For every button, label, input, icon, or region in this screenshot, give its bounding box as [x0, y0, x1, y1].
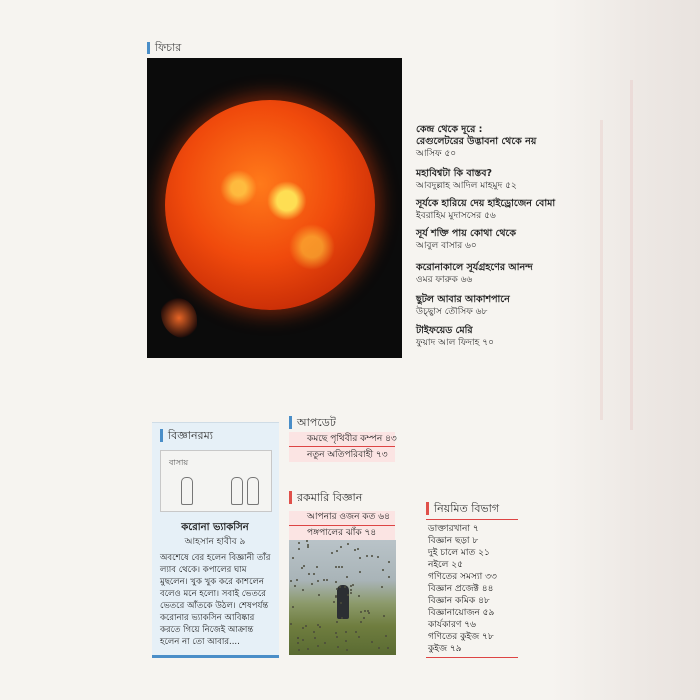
toc-title: টাইফয়েড মেরি	[416, 325, 473, 336]
regular-item[interactable]	[428, 536, 518, 547]
locust-dot	[290, 623, 292, 625]
locust-dot	[340, 602, 342, 604]
locust-dot	[359, 557, 361, 559]
cartoon-sketch	[160, 450, 272, 512]
locust-dot	[313, 631, 315, 633]
locust-dot	[359, 571, 361, 573]
locust-dot	[317, 580, 319, 582]
locust-dot	[335, 595, 337, 597]
locust-dot	[335, 566, 337, 568]
locust-dot	[307, 544, 309, 546]
regular-item-page: ৪৮	[478, 596, 490, 606]
toc-title: ছুটল আবার আকাশপানে	[416, 294, 510, 305]
toc-item[interactable]	[416, 262, 566, 286]
panel-bottom-rule	[152, 655, 279, 658]
divider	[289, 525, 395, 526]
locust-field-photo	[289, 540, 396, 655]
locust-dot	[358, 595, 360, 597]
locust-dot	[306, 540, 308, 542]
regular-item-page: ২১	[478, 548, 490, 558]
faint-print-mark	[630, 80, 633, 430]
locust-dot	[292, 606, 294, 608]
locust-dot	[366, 555, 368, 557]
toc-item[interactable]	[416, 124, 566, 160]
locust-dot	[345, 640, 347, 642]
toc-item[interactable]	[416, 168, 566, 192]
locust-dot	[381, 586, 383, 588]
locust-dot	[354, 549, 356, 551]
sun-photo	[147, 58, 402, 358]
locust-dot	[385, 635, 387, 637]
locust-dot	[368, 612, 370, 614]
toc-title: মহাবিশ্বটা কি বাস্তব?	[416, 168, 493, 179]
locust-dot	[367, 610, 369, 612]
regular-item-name: বিজ্ঞানায়োজন	[428, 608, 480, 618]
locust-dot	[302, 589, 304, 591]
regular-item[interactable]	[428, 584, 518, 595]
locust-dot	[324, 642, 326, 644]
locust-dot	[339, 586, 341, 588]
locust-dot	[364, 610, 366, 612]
regular-item-page: ২৫	[451, 560, 463, 570]
locust-dot	[341, 617, 343, 619]
regular-item-page: ৮	[472, 536, 479, 546]
locust-dot	[331, 552, 333, 554]
locust-dot	[378, 647, 380, 649]
solar-prominence	[161, 298, 197, 338]
locust-dot	[302, 627, 304, 629]
toc-author: ফুয়াদ আল ফিদাহ ৭০	[416, 338, 494, 348]
rokomari-label: রকমারি বিজ্ঞান	[289, 491, 362, 504]
regular-item[interactable]	[428, 620, 518, 631]
regular-item[interactable]	[428, 524, 518, 535]
locust-dot	[344, 586, 346, 588]
locust-dot	[333, 601, 335, 603]
locust-dot	[316, 566, 318, 568]
locust-dot	[313, 573, 315, 575]
regular-item[interactable]	[428, 596, 518, 607]
locust-dot	[340, 546, 342, 548]
locust-dot	[305, 625, 307, 627]
sketch-caption: বাসায়	[169, 458, 189, 467]
locust-dot	[355, 631, 357, 633]
regular-item[interactable]	[428, 632, 518, 643]
divider	[426, 519, 518, 520]
regular-item-page: ৭৮	[482, 632, 494, 642]
locust-dot	[387, 647, 389, 649]
update-label: আপডেট	[289, 416, 336, 429]
locust-dot	[363, 617, 365, 619]
toc-title: সূর্য শক্তি পায় কোথা থেকে	[416, 228, 516, 239]
locust-dot	[290, 580, 292, 582]
regular-item[interactable]	[428, 608, 518, 619]
locust-dot	[336, 636, 338, 638]
toc-title: সূর্যকে হারিয়ে দেয় হাইড্রোজেন বোমা	[416, 198, 556, 209]
locust-dot	[388, 576, 390, 578]
regular-item-page: ৭৬	[464, 620, 476, 630]
locust-dot	[326, 579, 328, 581]
toc-title: কেন্দ্র থেকে দূরে :	[416, 124, 483, 135]
locust-dot	[297, 642, 299, 644]
locust-dot	[350, 592, 352, 594]
locust-dot	[371, 641, 373, 643]
locust-dot	[346, 649, 348, 651]
feature-section-label: ফিচার	[147, 42, 181, 54]
faint-print-mark	[600, 120, 603, 420]
facing-page-bleed	[550, 0, 700, 700]
locust-dot	[337, 646, 339, 648]
toc-author: আবদুল্লাহ আদিল মাহমুদ ৫২	[416, 181, 517, 191]
regular-item-name: কুইজ	[428, 644, 448, 654]
locust-dot	[341, 566, 343, 568]
regular-item-name: বিজ্ঞান প্রজেক্ট	[428, 584, 479, 594]
sun-image	[165, 100, 375, 310]
locust-dot	[360, 611, 362, 613]
locust-dot	[377, 556, 379, 558]
locust-dot	[296, 579, 298, 581]
update-item[interactable]: নতুন অতিপরিবাহী ৭৩	[307, 450, 388, 460]
regular-item-page: ৭৯	[449, 644, 462, 654]
regular-item-name: গণিতের কুইজ	[428, 632, 480, 642]
locust-dot	[347, 543, 349, 545]
toc-item[interactable]	[416, 294, 566, 318]
locust-dot	[360, 621, 362, 623]
toc-author: ওমর ফারুক ৬৬	[416, 275, 473, 285]
toc-item[interactable]	[416, 228, 566, 252]
locust-dot	[319, 626, 321, 628]
locust-dot	[383, 615, 385, 617]
locust-dot	[388, 561, 390, 563]
locust-dot	[298, 548, 300, 550]
toc-item[interactable]	[416, 325, 566, 349]
regular-item[interactable]	[428, 548, 518, 559]
person-silhouette	[337, 585, 349, 619]
regular-item-name: নইলে	[428, 560, 449, 570]
divider	[289, 446, 395, 447]
locust-dot	[302, 639, 304, 641]
toc-author: উচ্ছ্বাস তৌসিফ ৬৮	[416, 307, 488, 317]
bigganrommo-label: বিজ্ঞানরম্য	[160, 429, 213, 442]
locust-dot	[311, 583, 313, 585]
toc-author: আসিফ ৫০	[416, 149, 457, 159]
locust-dot	[317, 645, 319, 647]
locust-dot	[294, 585, 296, 587]
toc-item[interactable]	[416, 198, 566, 222]
regular-label: নিয়মিত বিভাগ	[426, 502, 499, 515]
toc-author: ইবরাহিম মুদাসসের ৫৬	[416, 211, 496, 221]
regular-item-name: বিজ্ঞান ছড়া	[428, 536, 470, 546]
locust-dot	[352, 584, 354, 586]
locust-dot	[318, 594, 320, 596]
locust-dot	[357, 548, 359, 550]
regular-item-name: ডাক্তারখানা	[428, 524, 471, 534]
article-title[interactable]: করোনা ভ্যাকসিন	[181, 522, 249, 533]
locust-dot	[338, 566, 340, 568]
sketch-figure	[231, 477, 243, 505]
toc-title-line2: রেগুলেটরের উদ্ভাবনা থেকে নয়	[416, 136, 537, 147]
locust-dot	[317, 624, 319, 626]
locust-dot	[350, 589, 352, 591]
regular-item-name: কার্যকারণ	[428, 620, 462, 630]
locust-dot	[347, 594, 349, 596]
sketch-figure	[247, 477, 259, 505]
locust-dot	[307, 546, 309, 548]
locust-dot	[346, 576, 348, 578]
article-author: আহসান হাবীব ৯	[184, 537, 246, 547]
locust-dot	[298, 649, 300, 651]
regular-item[interactable]	[428, 644, 518, 655]
regular-item-page: ৭	[472, 524, 479, 534]
divider	[426, 657, 518, 658]
sketch-figure	[181, 477, 193, 505]
locust-dot	[314, 637, 316, 639]
locust-dot	[336, 588, 338, 590]
locust-dot	[297, 637, 299, 639]
regular-item-name: বিজ্ঞান কমিক	[428, 596, 476, 606]
article-excerpt: অবশেষে বের হলেন বিজ্ঞানী তাঁর ল্যাব থেকে। কপালের ঘাম মুছলেন। খুক খুক করে কাশলেন বলেও মনে হলো। সবাই ভেতরে ভেতরে আঁতকে উঠল। শেষপর্যন্ত করোনার ভ্যাকসিন আবিষ্কার করতে গিয়ে নিজেই আক্রান্ত হলেন না তো আবার....	[160, 553, 271, 647]
locust-dot	[335, 581, 337, 583]
regular-item-name: গণিতের সমস্যা	[428, 572, 483, 582]
locust-dot	[301, 567, 303, 569]
locust-dot	[303, 565, 305, 567]
locust-dot	[298, 542, 300, 544]
locust-dot	[336, 550, 338, 552]
locust-dot	[292, 557, 294, 559]
rokomari-item[interactable]: পঙ্গপালের ঝাঁক ৭৪	[307, 528, 377, 538]
toc-author: আবুল বাসার ৬০	[416, 241, 477, 251]
locust-dot	[336, 621, 338, 623]
locust-dot	[358, 636, 360, 638]
regular-item-page: ৫৯	[482, 608, 495, 618]
regular-item[interactable]	[428, 572, 518, 583]
locust-dot	[307, 648, 309, 650]
regular-item-page: ৩৩	[485, 572, 497, 582]
rokomari-item[interactable]: আপনার ওজন কত ৬৪	[307, 512, 390, 522]
locust-dot	[371, 555, 373, 557]
locust-dot	[382, 569, 384, 571]
update-item[interactable]: কমছে পৃথিবীর কম্পন ৪৩	[307, 434, 397, 444]
regular-item[interactable]	[428, 560, 518, 571]
locust-dot	[335, 632, 337, 634]
toc-title: করোনাকালে সূর্যগ্রহণের আনন্দ	[416, 262, 533, 273]
locust-dot	[345, 631, 347, 633]
locust-dot	[308, 573, 310, 575]
regular-item-name: দুই চালে মাত	[428, 548, 476, 558]
regular-item-page: ৪৪	[481, 584, 494, 594]
locust-dot	[323, 579, 325, 581]
